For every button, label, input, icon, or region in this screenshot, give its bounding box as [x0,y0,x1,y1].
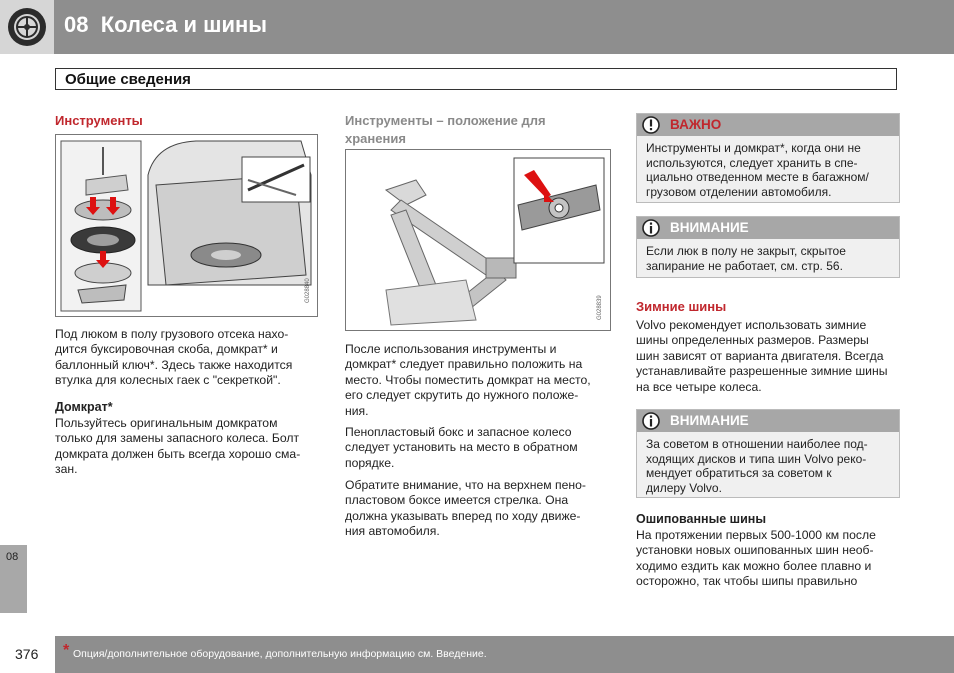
storage-paragraph-3: Обратите внимание, что на верхнем пено- пластовом боксе имеется стрелка. Она должна указывать вперед по ходу движе- ния автомобиля. [345,478,586,539]
jack-figure [345,149,611,331]
info-icon [642,412,660,430]
chapter-header [0,0,954,54]
jack-subheading: Домкрат* [55,400,113,414]
exclamation-icon [642,116,660,134]
footnote-star: * [63,642,70,659]
tools-paragraph: Под люком в полу грузового отсека нахо- дится буксировочная скоба, домкрат* и баллонный ключ*. Здесь также находится втулка для колесных гаек с "секреткой". [55,327,293,388]
notice-text-2: За советом в отношении наиболее под- ходящих дисков и типа шин Volvo реко- мендует обратиться за советом к дилеру Volvo. [646,437,868,495]
jack-illustration [346,150,610,330]
studded-tires-heading: Ошипованные шины [636,512,767,526]
important-header [637,114,899,136]
footnote-text: Опция/дополнительное оборудование, дополнительную информацию см. Введение. [73,648,487,660]
storage-paragraph-2: Пенопластовый бокс и запасное колесо следует установить на место в обратном порядке. [345,425,578,470]
side-tab-label: 08 [6,551,19,563]
winter-tires-paragraph: Volvo рекомендует использовать зимние шины определенных размеров. Размеры шин зависят от варианта двигателя. Всегда устанавливайте разрешенные зимние шины на все четыре колеса. [636,318,888,394]
wheel-icon [0,0,54,54]
chapter-number: 08 [64,12,89,37]
tools-heading: Инструменты [55,113,143,128]
chapter-name: Колеса и шины [100,12,268,37]
chapter-icon-box [0,0,54,54]
important-text: Инструменты и домкрат*, когда они не используются, следует хранить в спе- циально отведенном месте в багажном/ грузовом отделении автомобиля. [646,141,869,199]
section-title-box [55,68,897,90]
notice-header-1 [637,217,899,239]
jack-paragraph: Пользуйтесь оригинальным домкратом только для замены запасного колеса. Болт домкрата должен быть всегда хорошо сма- зан. [55,416,301,477]
winter-tires-heading: Зимние шины [636,299,727,314]
studded-tires-paragraph: На протяжении первых 500-1000 км после установки новых ошипованных шин необ- ходимо ездить как можно более плавно и осторожно, так чтобы шипы правильно [636,528,876,589]
notice-box-1 [636,216,900,278]
chapter-side-tab [0,545,27,613]
tools-figure [55,134,318,317]
storage-heading: Инструменты – положение для хранения [345,113,546,146]
trunk-tools-illustration [56,135,317,316]
important-box [636,113,900,203]
section-title: Общие сведения [65,71,191,88]
notice-label-1: ВНИМАНИЕ [670,220,749,235]
important-label: ВАЖНО [670,117,722,132]
footer-bar [55,636,954,673]
notice-text-1: Если люк в полу не закрыт, скрытое запирание не работает, см. стр. 56. [646,244,846,273]
info-icon [642,219,660,237]
figure-code-1: G028840 [305,278,311,303]
notice-label-2: ВНИМАНИЕ [670,413,749,428]
chapter-title [64,12,267,38]
figure-code-2: G028839 [597,295,603,320]
notice-header-2 [637,410,899,432]
notice-box-2 [636,409,900,498]
storage-paragraph-1: После использования инструменты и домкрат* следует правильно положить на место. Чтобы поместить домкрат на место, его следует скрутить до нужного положе- ния. [345,342,591,418]
page-number: 376 [15,646,39,662]
